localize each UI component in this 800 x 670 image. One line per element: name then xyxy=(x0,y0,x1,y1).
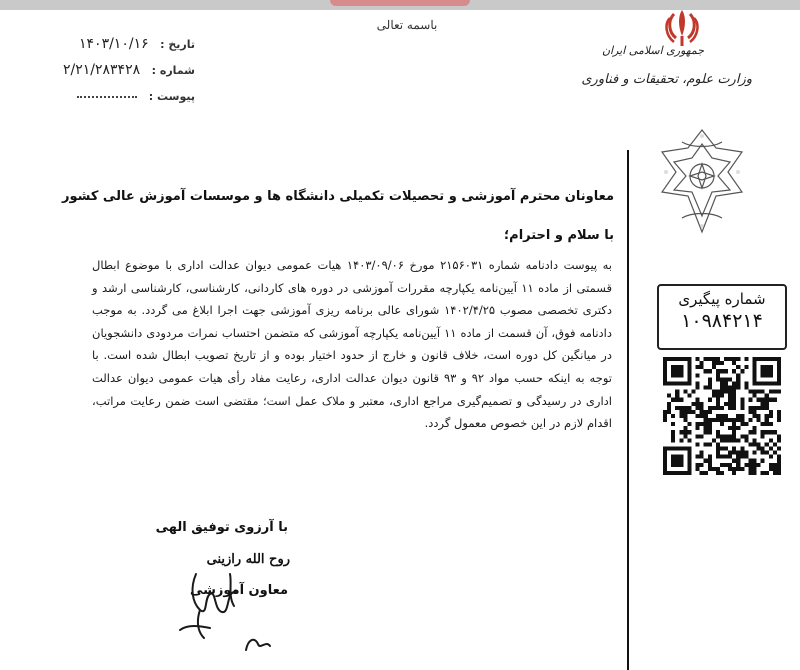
top-tab xyxy=(330,0,470,6)
signer-title: معاون آموزشی xyxy=(189,583,288,598)
tracking-label: شماره پیگیری xyxy=(678,290,766,308)
signature-icon xyxy=(170,540,310,660)
recipient-line: معاونان محترم آموزشی و تحصیلات تکمیلی دانشگاه ها و موسسات آموزش عالی کشور xyxy=(61,189,614,204)
date-row xyxy=(79,36,195,52)
tracking-number: ۱۰۹۸۴۲۱۴ xyxy=(681,310,763,332)
number-row xyxy=(63,62,195,78)
vertical-divider xyxy=(627,150,629,670)
number-label: شماره : xyxy=(151,64,195,77)
iran-emblem-icon xyxy=(660,6,704,48)
attachment-label: پیوست : xyxy=(148,90,195,103)
tracking-box xyxy=(657,284,787,350)
number-value: ۲/۲۱/۲۸۳۴۲۸ xyxy=(63,62,141,78)
government-name: جمهوری اسلامی ایران xyxy=(601,44,704,57)
date-value: ۱۴۰۳/۱۰/۱۶ xyxy=(79,36,149,52)
islamic-ornament-icon xyxy=(652,128,752,236)
greeting-line: با سلام و احترام؛ xyxy=(503,228,614,243)
date-label: تاریخ : xyxy=(160,38,195,51)
qr-code-icon[interactable] xyxy=(663,357,781,475)
letter-body: به پیوست دادنامه شماره ۲۱۵۶۰۳۱ مورخ ۱۴۰۳/۰۹/۰۶ هیات عمومی دیوان عدالت اداری با موضوع ابطال قسمتی از ماده ۱۱ آیین‌نامه یکپارچه مقررات آموزشی در دوره های کاردانی، کارشناسی، کارشناسی ارشد و دکتری تخصصی مصوب ۱۴۰۲/۴/۲۵ شورای عالی برنامه ریزی آموزشی جهت اجرا ابلاغ می گردد. به موجب دادنامه فوق، آن قسمت از ماده ۱۱ آیین‌نامه یکپارچه آموزشی که متضمن احتساب نمرات مردودی دانشجویان در میانگین کل دوره است، خلاف قانون و خارج از حدود اختیار بوده و از تاریخ تصویب ابطال شده است. با توجه به اینکه حسب مواد ۹۲ و ۹۳ قانون دیوان عدالت اداری، رعایت مفاد رأی هیات عمومی دیوان عدالت اداری در رسیدگی و تصمیم‌گیری مراجع اداری، معتبر و ملاک عمل است؛ مقتضی است ضمن رعایت مراتب، اقدام لازم در این خصوص معمول گردد. xyxy=(92,258,612,431)
attachment-row xyxy=(77,90,195,103)
closing-line: با آرزوی توفیق الهی xyxy=(155,520,288,535)
invocation: باسمه تعالی xyxy=(376,18,438,32)
attachment-dots xyxy=(77,96,137,98)
ministry-name: وزارت علوم، تحقیقات و فناوری xyxy=(581,72,752,87)
signer-name: روح الله رازینی xyxy=(206,552,290,567)
